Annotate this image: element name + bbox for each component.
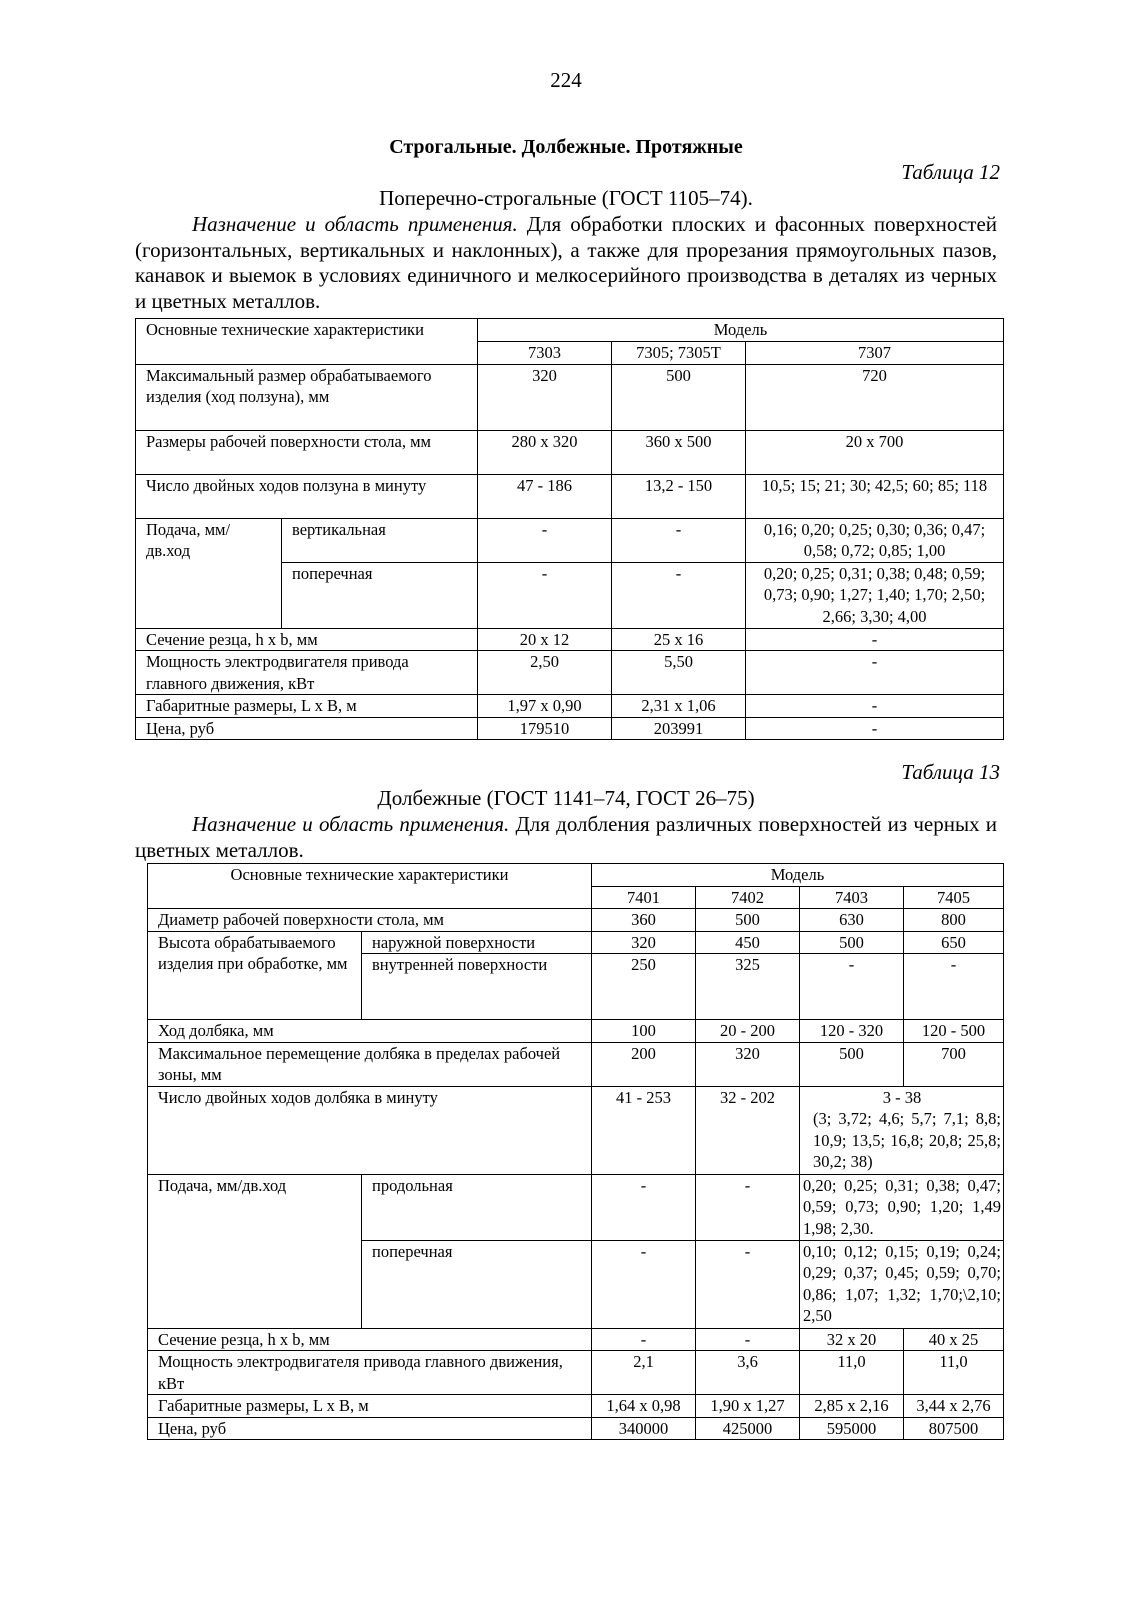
cell: - bbox=[746, 695, 1004, 718]
row-label: Мощность электродвигателя привода главного движения, кВт bbox=[148, 1351, 592, 1395]
row-label: Диаметр рабочей поверхности стола, мм bbox=[148, 909, 592, 932]
row-label: Габаритные размеры, L x B, м bbox=[136, 695, 478, 718]
cell: 340000 bbox=[592, 1417, 696, 1440]
cell: 500 bbox=[800, 931, 904, 954]
cell: 500 bbox=[612, 364, 746, 430]
table-12-number: Таблица 12 bbox=[901, 160, 1000, 184]
cell: - bbox=[478, 562, 612, 628]
sub-label: вертикальная bbox=[282, 518, 478, 562]
cell: 807500 bbox=[904, 1417, 1004, 1440]
table-row bbox=[136, 474, 1004, 518]
cell: 20 х 12 bbox=[478, 628, 612, 651]
header-model: Модель bbox=[478, 319, 1004, 342]
row-label: Сечение резца, h x b, мм bbox=[148, 1328, 592, 1351]
sub-label: продольная bbox=[362, 1174, 592, 1240]
table-row bbox=[148, 1351, 1004, 1395]
cell: 40 х 25 bbox=[904, 1328, 1004, 1351]
merged-cell bbox=[800, 1086, 1004, 1174]
row-label: Максимальный размер обрабатываемого изделия (ход ползуна), мм bbox=[136, 364, 478, 430]
cell: 2,31 х 1,06 bbox=[612, 695, 746, 718]
cell: 2,50 bbox=[478, 651, 612, 695]
cell: 320 bbox=[696, 1042, 800, 1086]
cell: 203991 bbox=[612, 717, 746, 740]
cell: 3,44 х 2,76 bbox=[904, 1395, 1004, 1418]
cell: 630 bbox=[800, 909, 904, 932]
table-row bbox=[148, 1042, 1004, 1086]
model-7303: 7303 bbox=[478, 342, 612, 365]
cell: 650 bbox=[904, 931, 1004, 954]
cell: 425000 bbox=[696, 1417, 800, 1440]
table-13-purpose bbox=[135, 812, 997, 863]
page-number: 224 bbox=[550, 68, 582, 92]
model-7305: 7305; 7305Т bbox=[612, 342, 746, 365]
row-label: Подача, мм/дв.ход bbox=[148, 1174, 362, 1328]
table-row bbox=[136, 628, 1004, 651]
row-label: Цена, руб bbox=[148, 1417, 592, 1440]
cell: 32 - 202 bbox=[696, 1086, 800, 1174]
merged-cell: 0,20; 0,25; 0,31; 0,38; 0,47; 0,59; 0,73; 0,90; 1,20; 1,49 1,98; 2,30. bbox=[800, 1174, 1004, 1240]
cell: 250 bbox=[592, 954, 696, 1020]
purpose-text: Для долбления различных поверхностей из черных и цветных металлов. bbox=[135, 812, 998, 862]
cell: 5,50 bbox=[612, 651, 746, 695]
table-row bbox=[136, 518, 1004, 562]
cell: 179510 bbox=[478, 717, 612, 740]
row-label: Число двойных ходов ползуна в минуту bbox=[136, 474, 478, 518]
cell: 1,64 х 0,98 bbox=[592, 1395, 696, 1418]
table-row bbox=[148, 1417, 1004, 1440]
cell: 595000 bbox=[800, 1417, 904, 1440]
cell: 360 х 500 bbox=[612, 430, 746, 474]
table-row bbox=[136, 319, 1004, 342]
row-label: Число двойных ходов долбяка в минуту bbox=[148, 1086, 592, 1174]
header-characteristics: Основные технические характеристики bbox=[148, 864, 592, 909]
row-label: Габаритные размеры, L x B, м bbox=[148, 1395, 592, 1418]
cell: 720 bbox=[746, 364, 1004, 430]
table-row bbox=[136, 430, 1004, 474]
cell: 25 х 16 bbox=[612, 628, 746, 651]
table-row bbox=[136, 695, 1004, 718]
sub-label: наружной поверхности bbox=[362, 931, 592, 954]
purpose-lead: Назначение и область применения. bbox=[192, 812, 510, 836]
cell: - bbox=[746, 717, 1004, 740]
table-13-number: Таблица 13 bbox=[901, 760, 1000, 784]
table-row bbox=[148, 1395, 1004, 1418]
cell: - bbox=[696, 1328, 800, 1351]
row-label: Размеры рабочей поверхности стола, мм bbox=[136, 430, 478, 474]
cell: 0,20; 0,25; 0,31; 0,38; 0,48; 0,59; 0,73; 0,90; 1,27; 1,40; 1,70; 2,50; 2,66; 3,30; 4,00 bbox=[746, 562, 1004, 628]
cell: - bbox=[800, 954, 904, 1020]
table-row bbox=[148, 864, 1004, 887]
cell: 10,5; 15; 21; 30; 42,5; 60; 85; 118 bbox=[746, 474, 1004, 518]
sub-label: внутренней поверхности bbox=[362, 954, 592, 1020]
table-row bbox=[148, 909, 1004, 932]
cell: 100 bbox=[592, 1020, 696, 1043]
cell: 2,85 х 2,16 bbox=[800, 1395, 904, 1418]
section-title: Строгальные. Долбежные. Протяжные bbox=[389, 136, 743, 158]
cell: 32 х 20 bbox=[800, 1328, 904, 1351]
table-row bbox=[148, 931, 1004, 954]
row-label: Максимальное перемещение долбяка в пределах рабочей зоны, мм bbox=[148, 1042, 592, 1086]
cell: 47 - 186 bbox=[478, 474, 612, 518]
header-model: Модель bbox=[592, 864, 1004, 887]
cell: - bbox=[592, 1240, 696, 1328]
cell: 11,0 bbox=[800, 1351, 904, 1395]
table-row bbox=[148, 1020, 1004, 1043]
cell: 280 х 320 bbox=[478, 430, 612, 474]
cell: 500 bbox=[696, 909, 800, 932]
row-label: Ход долбяка, мм bbox=[148, 1020, 592, 1043]
cell: 0,16; 0,20; 0,25; 0,30; 0,36; 0,47; 0,58; 0,72; 0,85; 1,00 bbox=[746, 518, 1004, 562]
cell: - bbox=[904, 954, 1004, 1020]
row-label: Мощность электродвигателя привода главного движения, кВт bbox=[136, 651, 478, 695]
cell: 320 bbox=[592, 931, 696, 954]
cell: 1,97 х 0,90 bbox=[478, 695, 612, 718]
cell: 800 bbox=[904, 909, 1004, 932]
cell: 325 bbox=[696, 954, 800, 1020]
sub-label: поперечная bbox=[362, 1240, 592, 1328]
cell: - bbox=[746, 651, 1004, 695]
cell: 41 - 253 bbox=[592, 1086, 696, 1174]
table-row bbox=[136, 717, 1004, 740]
merged-detail: (3; 3,72; 4,6; 5,7; 7,1; 8,8; 10,9; 13,5; 16,8; 20,8; 25,8; 30,2; 38) bbox=[813, 1109, 1002, 1171]
cell: 20 - 200 bbox=[696, 1020, 800, 1043]
cell: 20 х 700 bbox=[746, 430, 1004, 474]
purpose-lead: Назначение и область применения. bbox=[192, 212, 518, 236]
merged-cell: 0,10; 0,12; 0,15; 0,19; 0,24; 0,29; 0,37; 0,45; 0,59; 0,70; 0,86; 1,07; 1,32; 1,70;\2,10; 2,50 bbox=[800, 1240, 1004, 1328]
model-7405: 7405 bbox=[904, 886, 1004, 909]
sub-label: поперечная bbox=[282, 562, 478, 628]
cell: - bbox=[696, 1240, 800, 1328]
cell: - bbox=[696, 1174, 800, 1240]
cell: 3,6 bbox=[696, 1351, 800, 1395]
cell: - bbox=[592, 1328, 696, 1351]
cell: - bbox=[746, 628, 1004, 651]
cell: - bbox=[478, 518, 612, 562]
table-12-title: Поперечно-строгальные (ГОСТ 1105–74). bbox=[379, 186, 753, 210]
cell: - bbox=[612, 562, 746, 628]
table-12-purpose bbox=[135, 212, 997, 314]
cell: 500 bbox=[800, 1042, 904, 1086]
model-7307: 7307 bbox=[746, 342, 1004, 365]
row-label: Цена, руб bbox=[136, 717, 478, 740]
merged-range: 3 - 38 bbox=[882, 1087, 922, 1107]
model-7402: 7402 bbox=[696, 886, 800, 909]
model-7403: 7403 bbox=[800, 886, 904, 909]
row-label: Подача, мм/дв.ход bbox=[136, 518, 282, 628]
cell: - bbox=[592, 1174, 696, 1240]
table-13 bbox=[147, 863, 1004, 1440]
table-row bbox=[136, 364, 1004, 430]
table-row bbox=[148, 1086, 1004, 1174]
table-row bbox=[148, 1174, 1004, 1240]
table-12 bbox=[135, 318, 1004, 740]
cell: 13,2 - 150 bbox=[612, 474, 746, 518]
cell: 2,1 bbox=[592, 1351, 696, 1395]
cell: 320 bbox=[478, 364, 612, 430]
cell: 120 - 500 bbox=[904, 1020, 1004, 1043]
cell: 11,0 bbox=[904, 1351, 1004, 1395]
cell: 700 bbox=[904, 1042, 1004, 1086]
purpose-text: Для обработки плоских и фасонных поверхностей (горизонтальных, вертикальных и наклонных), а также для прорезания прямоугольных пазов, канавок и выемок в условиях единичного и мелкосерийного производства в деталях из черных и цветных металлов. bbox=[135, 212, 998, 313]
cell: 200 bbox=[592, 1042, 696, 1086]
row-label: Сечение резца, h x b, мм bbox=[136, 628, 478, 651]
table-row bbox=[148, 1328, 1004, 1351]
model-7401: 7401 bbox=[592, 886, 696, 909]
table-row bbox=[136, 651, 1004, 695]
cell: 1,90 х 1,27 bbox=[696, 1395, 800, 1418]
cell: 450 bbox=[696, 931, 800, 954]
cell: 120 - 320 bbox=[800, 1020, 904, 1043]
cell: 360 bbox=[592, 909, 696, 932]
table-13-title: Долбежные (ГОСТ 1141–74, ГОСТ 26–75) bbox=[377, 786, 755, 810]
header-characteristics: Основные технические характеристики bbox=[136, 319, 478, 365]
cell: - bbox=[612, 518, 746, 562]
row-label: Высота обрабатываемого изделия при обработке, мм bbox=[148, 931, 362, 1020]
